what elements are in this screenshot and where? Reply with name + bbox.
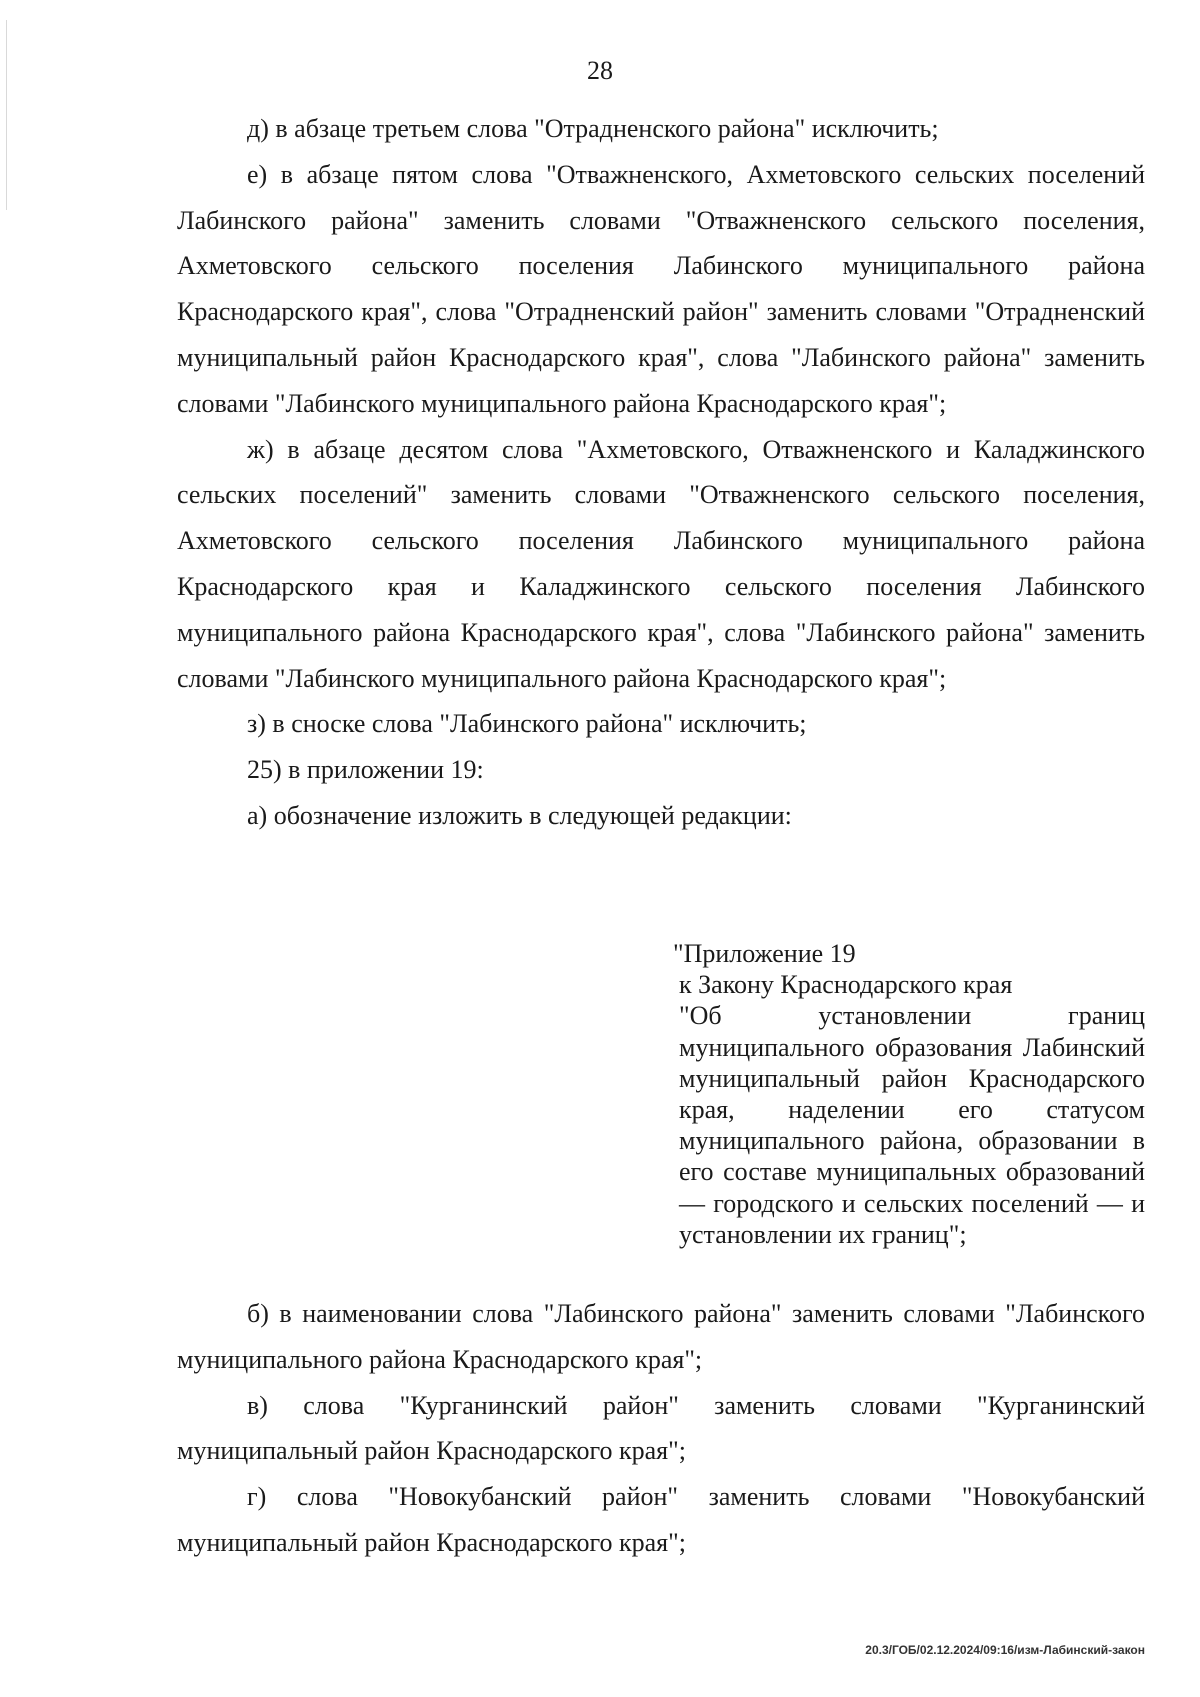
paragraph-v: в) слова "Курганинский район" заменить словами "Курганинский муниципальный район Краснодарского края"; (177, 1390, 1145, 1466)
paragraph-a: а) обозначение изложить в следующей редакции: (247, 800, 792, 830)
document-body-bottom (177, 1291, 1145, 1566)
appendix-law-name: "Об установлении границ муниципального образования Лабинский муниципальный район Краснодарского края, наделении его статусом муниципального района, образовании в его составе муниципальных образований — городского и сельских поселений — и установлении их границ"; (679, 1001, 1145, 1249)
paragraph-zh: ж) в абзаце десятом слова "Ахметовского, Отважненского и Каладжинского сельских поселений" заменить словами "Отважненского сельского поселения, Ахметовского сельского поселения Лабинского муниципального района Краснодарского края и Каладжинского сельского поселения Лабинского муниципального района Краснодарского края", слова "Лабинского района" заменить словами "Лабинского муниципального района Краснодарского края"; (177, 434, 1145, 693)
paragraph-d: д) в абзаце третьем слова "Отрадненского района" исключить; (247, 114, 939, 143)
appendix-law-reference: к Закону Краснодарского края (679, 970, 1013, 1000)
paragraph-25: 25) в приложении 19: (247, 755, 484, 785)
footer-stamp: 20.3/ГОБ/02.12.2024/09:16/изм-Лабинский-закон (865, 1643, 1145, 1657)
scan-edge-line (6, 20, 7, 210)
appendix-title: "Приложение 19 (673, 939, 856, 968)
paragraph-z: з) в сноске слова "Лабинского района" исключить; (247, 709, 807, 739)
paragraph-g: г) слова "Новокубанский район" заменить словами "Новокубанский муниципальный район Краснодарского края"; (177, 1482, 1145, 1557)
appendix-designation (673, 938, 1145, 1250)
document-body-top (177, 106, 1145, 839)
page-number: 28 (587, 56, 613, 85)
paragraph-e: е) в абзаце пятом слова "Отважненского, Ахметовского сельских поселений Лабинского района" заменить словами "Отважненского сельского поселения, Ахметовского сельского поселения Лабинского муниципального района Краснодарского края", слова "Отрадненский район" заменить словами "Отрадненский муниципальный район Краснодарского края", слова "Лабинского района" заменить словами "Лабинского муниципального района Краснодарского края"; (177, 159, 1145, 418)
paragraph-b: б) в наименовании слова "Лабинского района" заменить словами "Лабинского муниципального района Краснодарского края"; (177, 1299, 1145, 1374)
